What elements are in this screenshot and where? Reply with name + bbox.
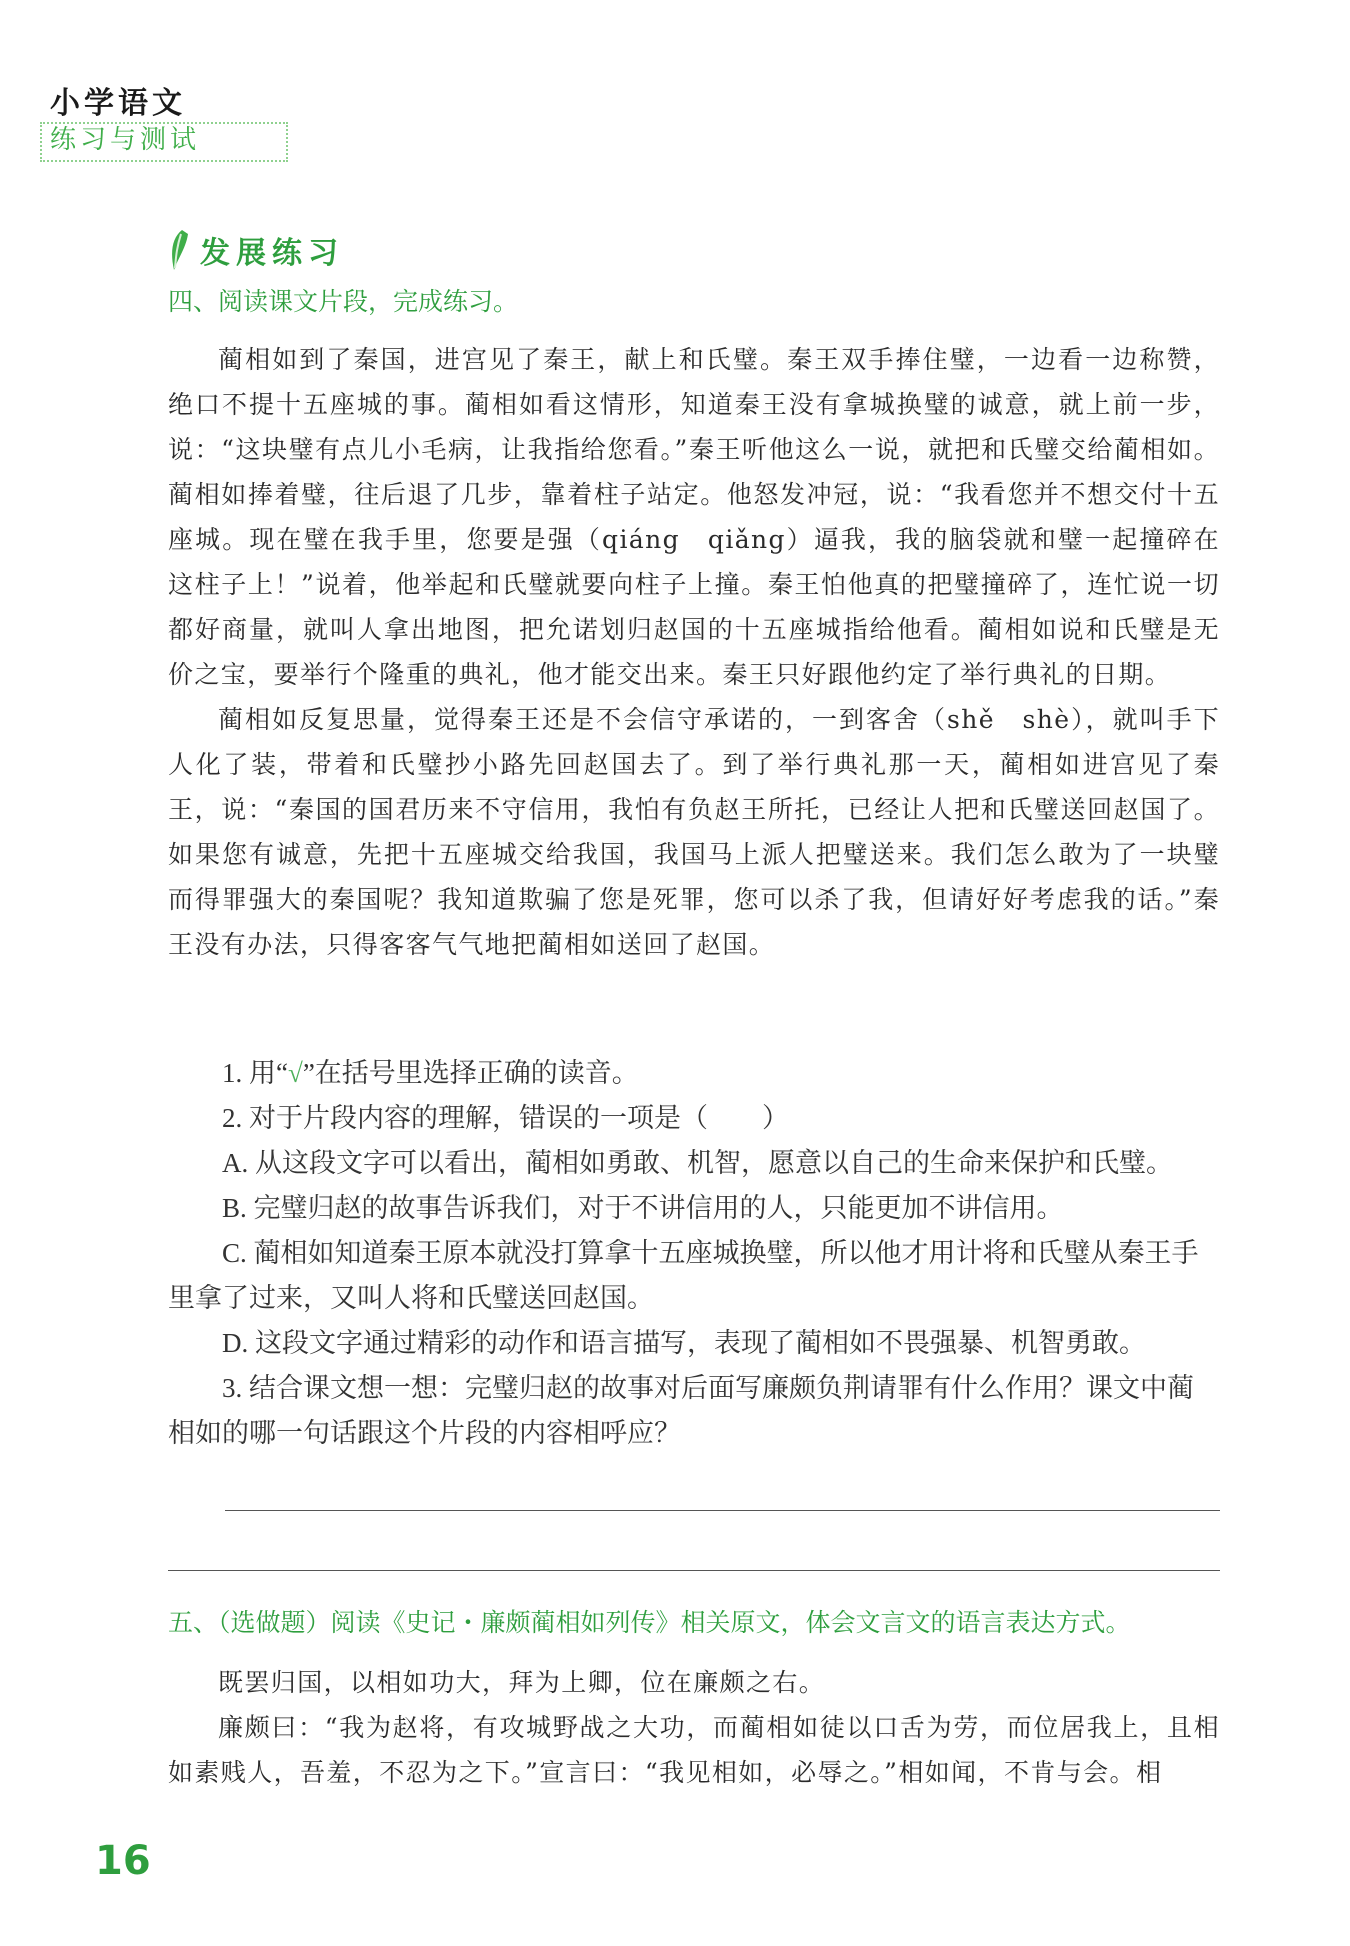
classical-paragraph-1: 既罢归国，以相如功大，拜为上卿，位在廉颇之右。 bbox=[218, 1668, 826, 1697]
book-title: 小学语文 bbox=[50, 86, 186, 121]
leaf-icon bbox=[168, 228, 190, 272]
option-b: B. 完璧归赵的故事告诉我们，对于不讲信用的人，只能更加不讲信用。 bbox=[222, 1193, 1064, 1223]
option-c: C. 蔺相如知道秦王原本就没打算拿十五座城换璧，所以他才用计将和氏璧从秦王手里拿了过来，又叫人将和氏璧送回赵国。 bbox=[168, 1238, 1199, 1313]
passage-paragraph-1: 蔺相如到了秦国，进宫见了秦王，献上和氏璧。秦王双手捧住璧，一边看一边称赞，绝口不提十五座城的事。蔺相如看这情形，知道秦王没有拿城换璧的诚意，就上前一步，说：“这块璧有点儿小毛病，让我指给您看。”秦王听他这么一说，就把和氏璧交给蔺相如。蔺相如捧着璧，往后退了几步，靠着柱子站定。他怒发冲冠，说：“我看您并不想交付十五座城。现在璧在我手里，您要是强（qiáng qiǎng）逼我，我的脑袋就和璧一起撞碎在这柱子上！”说着，他举起和氏璧就要向柱子上撞。秦王怕他真的把璧撞碎了，连忙说一切都好商量，就叫人拿出地图，把允诺划归赵国的十五座城指给他看。蔺相如说和氏璧是无价之宝，要举行个隆重的典礼，他才能交出来。秦王只好跟他约定了举行典礼的日期。 bbox=[168, 345, 1220, 689]
checkmark-icon: √ bbox=[287, 1058, 303, 1088]
option-d: D. 这段文字通过精彩的动作和语言描写，表现了蔺相如不畏强暴、机智勇敢。 bbox=[222, 1328, 1146, 1358]
question-1: 1. 用“√”在括号里选择正确的读音。 bbox=[222, 1058, 639, 1088]
question-list bbox=[168, 1051, 1220, 1456]
reading-passage bbox=[168, 337, 1220, 967]
answer-line[interactable] bbox=[225, 1510, 1220, 1511]
section-heading bbox=[168, 228, 344, 272]
section-heading-text: 发展练习 bbox=[200, 236, 344, 271]
classical-paragraph-2: 廉颇曰：“我为赵将，有攻城野战之大功，而蔺相如徒以口舌为劳，而位居我上，且相如素贱人，吾羞，不忍为之下。”宣言曰：“我见相如，必辱之。”相如闻，不肯与会。相 bbox=[168, 1713, 1220, 1787]
answer-line[interactable] bbox=[168, 1570, 1220, 1571]
passage-paragraph-2: 蔺相如反复思量，觉得秦王还是不会信守承诺的，一到客舍（shě shè），就叫手下人化了装，带着和氏璧抄小路先回赵国去了。到了举行典礼那一天，蔺相如进宫见了秦王，说：“秦国的国君历来不守信用，我怕有负赵王所托，已经让人把和氏璧送回赵国了。如果您有诚意，先把十五座城交给我国，我国马上派人把璧送来。我们怎么敢为了一块璧而得罪强大的秦国呢？我知道欺骗了您是死罪，您可以杀了我，但请好好考虑我的话。”秦王没有办法，只得客客气气地把蔺相如送回了赵国。 bbox=[168, 705, 1220, 959]
question-3: 3. 结合课文想一想：完璧归赵的故事对后面写廉颇负荆请罪有什么作用？课文中蔺相如的哪一句话跟这个片段的内容相呼应？ bbox=[168, 1373, 1194, 1448]
page-number: 16 bbox=[95, 1838, 151, 1884]
question-4-title: 四、阅读课文片段，完成练习。 bbox=[168, 287, 519, 316]
book-header bbox=[40, 78, 201, 155]
book-subtitle: 练习与测试 bbox=[40, 122, 288, 162]
question-2: 2. 对于片段内容的理解，错误的一项是（ ） bbox=[222, 1103, 789, 1133]
classical-passage bbox=[168, 1660, 1220, 1795]
option-a: A. 从这段文字可以看出，蔺相如勇敢、机智，愿意以自己的生命来保护和氏璧。 bbox=[222, 1148, 1173, 1178]
question-5-title: 五、（选做题）阅读《史记・廉颇蔺相如列传》相关原文，体会文言文的语言表达方式。 bbox=[168, 1608, 1131, 1637]
